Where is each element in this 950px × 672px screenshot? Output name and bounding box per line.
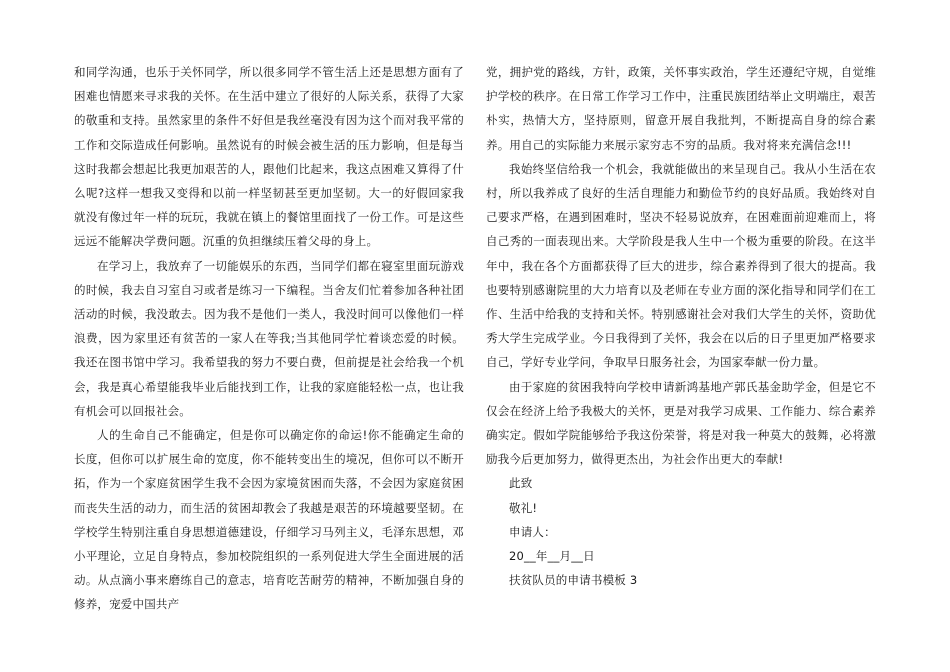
paragraph-life-attitude: 人的生命自己不能确定，但是你可以确定你的命运!你不能确定生命的长度，但你可以扩展生命的宽度，你不能转变出生的境况，但你可以不断开拓，作为一个家庭贫困学生我不会因为家境贫困而失落，不会因为家庭贫困而丧失生活的动力，而生活的贫困却教会了我越是艰苦的环境越要坚韧。在学校学生特别注重自身思想道德建设，仔细学习马列主义，毛泽东思想，邓小平理论，立足自身特点，参加校院组织的一系列促进大学生全面进展的活动。从点滴小事来磨练自己的意志，培育吃苦耐劳的精神，不断加强自身的修养，宠爱中国共产	[74, 428, 464, 612]
right-column	[486, 60, 876, 592]
applicant-label: 申请人：	[509, 524, 556, 539]
next-section-title: 扶贫队员的申请书模板 3	[509, 573, 638, 588]
closing-text: 此致	[509, 476, 533, 491]
paragraph-application-reason: 由于家庭的贫困我特向学校申请新鸿基地产郭氏基金助学金，但是它不仅会在经济上给予我极大的关怀，更是对我学习成果、工作能力、综合素养确实定。假如学院能够给予我这份荣誉，将是对我一种莫大的鼓舞，必将激励我今后更加努力，做得更杰出，为社会作出更大的奉献!	[486, 379, 876, 467]
left-column	[74, 60, 464, 617]
paragraph-family-situation: 和同学沟通，也乐于关怀同学，所以很多同学不管生活上还是思想方面有了困难也情愿来寻求我的关怀。在生活中建立了很好的人际关系，获得了大家的敬重和支持。虽然家里的条件不好但是我丝毫没有因为这个而对我平常的工作和交际造成任何影响。虽然说有的时候会被生活的压力影响，但是每当这时我都会想起比我更加艰苦的人，跟他们比起来，我这点困难又算得了什么呢?这样一想我又变得和以前一样坚韧甚至更加坚韧。大一的好假回家我就没有像过年一样的玩玩，我就在镇上的餐馆里面找了一份工作。可是这些远远不能解决学费问题。沉重的负担继续压着父母的身上。	[74, 65, 464, 249]
salute-text: 敬礼!	[509, 500, 538, 515]
paragraph-study: 在学习上，我放弃了一切能娱乐的东西，当同学们都在寝室里面玩游戏的时候，我去自习室自习或者是练习一下编程。当舍友们忙着参加各种社团活动的时候，我没敢去。因为我不是他们一类人，我没时间可以像他们一样浪费，因为家里还有贫苦的一家人在等我;当其他同学忙着谈恋爱的时候。我还在图书馆中学习。我希望我的努力不要白费，但前提是社会给我一个机会，我是真心希望能我毕业后能找到工作，让我的家庭能轻松一点，也让我有机会可以回报社会。	[74, 258, 464, 418]
date-line: 20__年__月__日	[509, 549, 595, 564]
paragraph-party-support: 党，拥护党的路线，方针，政策，关怀事实政治，学生还遵纪守规，自觉维护学校的秩序。在日常工作学习工作中，注重民族团结举止文明端庄，艰苦朴实，热情大方，坚持原则，留意开展自我批判，不断提高自身的综合素养。用自己的实际能力来展示家穷志不穷的品质。我对将来充满信念!!!	[486, 65, 876, 152]
paragraph-self-belief: 我始终坚信给我一个机会，我就能做出的来呈现自己。我从小生活在农村，所以我养成了良好的生活自理能力和勤俭节约的良好品质。我始终对自己要求严格，在遇到困难时，坚决不轻易说放弃，在困难面前迎难而上，将自己秀的一面表现出来。大学阶段是我人生中一个极为重要的阶段。在这半年中，我在各个方面都获得了巨大的进步，综合素养得到了很大的提高。我也要特别感谢院里的大力培育以及老师在专业方面的深化指导和同学们在工作、生活中给我的支持和关怀。特别感谢社会对我们大学生的关怀，资助优秀大学生完成学业。今日我得到了关怀，我会在以后的日子里更加严格要求自己，学好专业学问，争取早日服务社会，为国家奉献一份力量。	[486, 161, 876, 370]
